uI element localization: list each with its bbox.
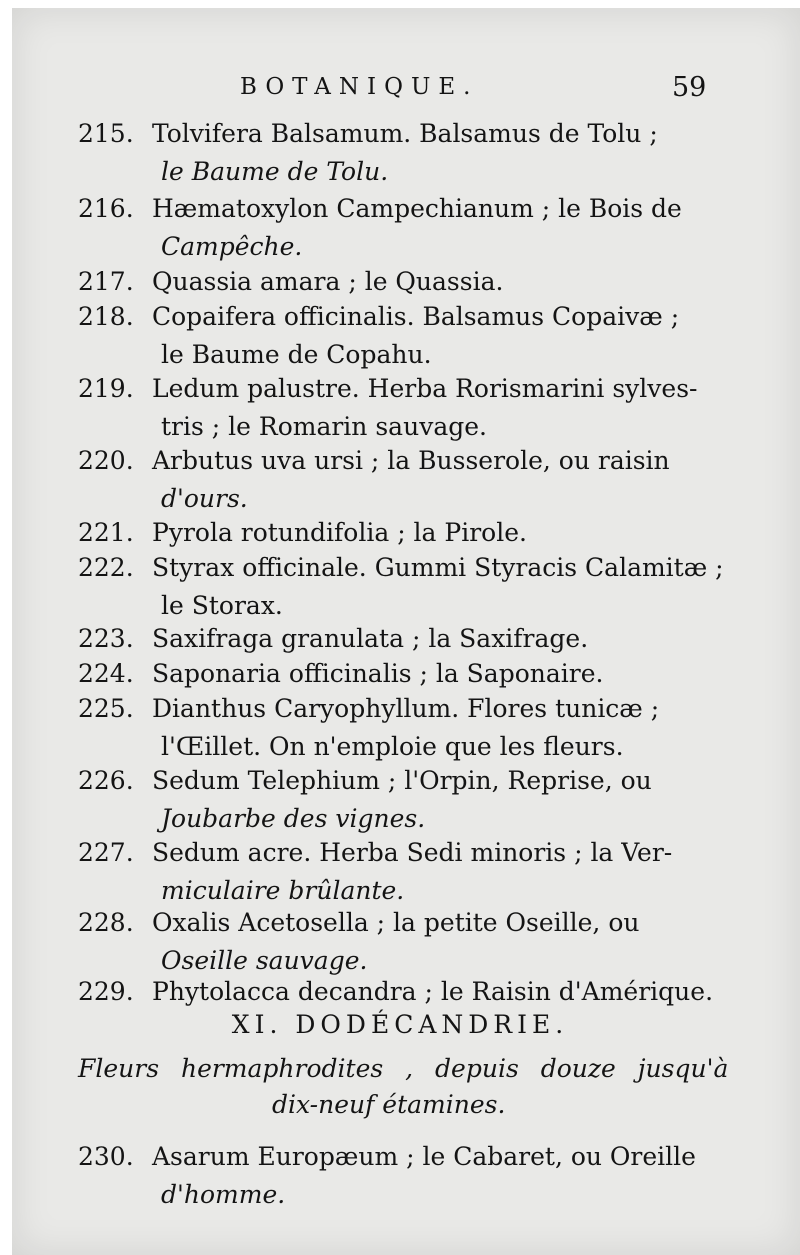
entry-continuation: miculaire brûlante. [161, 876, 405, 905]
page-header [0, 74, 800, 114]
entry-text: Arbutus uva ursi ; la Busserole, ou raisin [152, 446, 670, 475]
entry-continuation: Oseille sauvage. [161, 946, 368, 975]
entry-text: Pyrola rotundifolia ; la Pirole. [152, 518, 527, 547]
entry-text: Styrax officinale. Gummi Styracis Calamitæ ; [152, 553, 724, 582]
section-note-text: dix-neuf étamines. [272, 1090, 506, 1119]
entry-number: 222. [78, 553, 134, 582]
entry-number: 216. [78, 194, 134, 223]
entry-number: 229. [78, 977, 134, 1006]
entry-text: Saxifraga granulata ; la Saxifrage. [152, 624, 589, 653]
entry-number: 225. [78, 694, 134, 723]
running-title: BOTANIQUE. [240, 74, 479, 100]
entry-number: 228. [78, 908, 134, 937]
entry-continuation: Joubarbe des vignes. [161, 804, 426, 833]
entry-continuation: d'ours. [161, 484, 248, 513]
entry-number: 219. [78, 374, 134, 403]
entry-text: Dianthus Caryophyllum. Flores tunicæ ; [152, 694, 660, 723]
page-number: 59 [672, 72, 707, 103]
entry-continuation: l'Œillet. On n'emploie que les fleurs. [161, 732, 624, 761]
entry-number: 217. [78, 267, 134, 296]
entry-continuation: le Storax. [161, 591, 283, 620]
section-title: XI. DODÉCANDRIE. [231, 1010, 569, 1039]
entry-text: Copaifera officinalis. Balsamus Copaivæ ; [152, 302, 680, 331]
entry-number: 215. [78, 119, 134, 148]
entry-number: 218. [78, 302, 134, 331]
entry-number: 221. [78, 518, 134, 547]
entry-continuation: le Baume de Tolu. [161, 157, 389, 186]
entry-continuation: le Baume de Copahu. [161, 340, 432, 369]
entry-number: 230. [78, 1142, 134, 1171]
entry-text: Quassia amara ; le Quassia. [152, 267, 504, 296]
section-note-text: Fleurs hermaphrodites , depuis douze jusqu'à [78, 1054, 729, 1083]
entry-text: Tolvifera Balsamum. Balsamus de Tolu ; [152, 119, 658, 148]
entry-number: 227. [78, 838, 134, 867]
entry-number: 220. [78, 446, 134, 475]
entry-text: Phytolacca decandra ; le Raisin d'Amérique. [152, 977, 714, 1006]
entry-text: Asarum Europæum ; le Cabaret, ou Oreille [152, 1142, 696, 1171]
entry-text: Sedum acre. Herba Sedi minoris ; la Ver- [152, 838, 673, 867]
entry-text: Hæmatoxylon Campechianum ; le Bois de [152, 194, 682, 223]
entry-number: 223. [78, 624, 134, 653]
entry-text: Sedum Telephium ; l'Orpin, Reprise, ou [152, 766, 652, 795]
entry-continuation: d'homme. [161, 1180, 286, 1209]
entry-text: Ledum palustre. Herba Rorismarini sylves- [152, 374, 698, 403]
entry-number: 224. [78, 659, 134, 688]
entry-text: Oxalis Acetosella ; la petite Oseille, ou [152, 908, 640, 937]
entry-continuation: Campêche. [161, 232, 303, 261]
entry-text: Saponaria officinalis ; la Saponaire. [152, 659, 604, 688]
entry-continuation: tris ; le Romarin sauvage. [161, 412, 487, 441]
entry-number: 226. [78, 766, 134, 795]
